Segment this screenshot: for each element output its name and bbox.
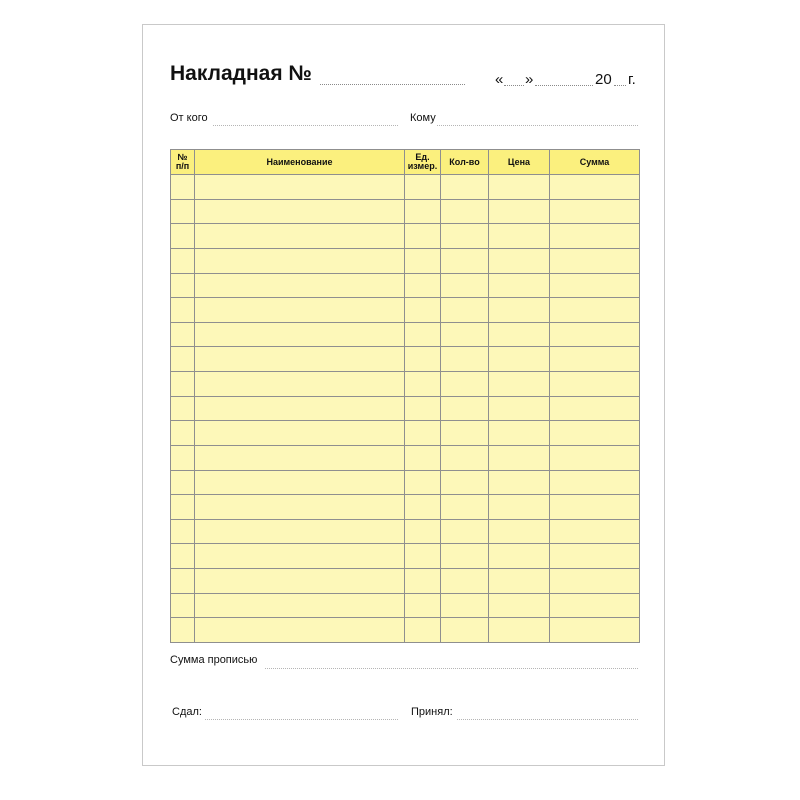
table-row <box>171 544 640 569</box>
table-cell[interactable] <box>441 618 489 643</box>
table-row <box>171 593 640 618</box>
table-cell[interactable] <box>171 470 195 495</box>
table-cell[interactable] <box>550 593 640 618</box>
from-field[interactable] <box>213 125 398 126</box>
table-cell[interactable] <box>195 224 405 249</box>
table-cell[interactable] <box>550 495 640 520</box>
table-cell[interactable] <box>171 372 195 397</box>
table-cell[interactable] <box>489 322 550 347</box>
table-cell[interactable] <box>489 199 550 224</box>
table-cell[interactable] <box>441 273 489 298</box>
table-cell[interactable] <box>171 421 195 446</box>
table-cell[interactable] <box>195 421 405 446</box>
table-cell[interactable] <box>171 248 195 273</box>
date-open-quote: « <box>495 71 504 88</box>
table-cell[interactable] <box>405 544 441 569</box>
table-row <box>171 495 640 520</box>
table-cell[interactable] <box>489 470 550 495</box>
table-cell[interactable] <box>441 593 489 618</box>
table-cell[interactable] <box>405 593 441 618</box>
table-cell[interactable] <box>441 322 489 347</box>
table-cell[interactable] <box>171 569 195 594</box>
table-cell[interactable] <box>550 470 640 495</box>
table-cell[interactable] <box>489 421 550 446</box>
col-header-number: № п/п <box>171 150 195 175</box>
table-cell[interactable] <box>441 298 489 323</box>
table-cell[interactable] <box>195 298 405 323</box>
to-field[interactable] <box>437 125 638 126</box>
table-cell[interactable] <box>405 445 441 470</box>
table-cell[interactable] <box>489 569 550 594</box>
table-cell[interactable] <box>489 224 550 249</box>
table-cell[interactable] <box>195 544 405 569</box>
table-cell[interactable] <box>441 224 489 249</box>
table-row <box>171 445 640 470</box>
waybill-number-field[interactable] <box>320 84 465 85</box>
table-cell[interactable] <box>405 495 441 520</box>
table-cell[interactable] <box>195 593 405 618</box>
table-cell[interactable] <box>441 445 489 470</box>
table-cell[interactable] <box>405 273 441 298</box>
amount-in-words-field[interactable] <box>265 668 638 669</box>
table-cell[interactable] <box>550 175 640 200</box>
table-cell[interactable] <box>550 544 640 569</box>
col-header-price: Цена <box>489 150 550 175</box>
handed-over-signature-field[interactable] <box>205 719 398 720</box>
date-close-quote: » <box>525 71 534 88</box>
table-cell[interactable] <box>405 298 441 323</box>
table-cell[interactable] <box>405 396 441 421</box>
table-cell[interactable] <box>195 470 405 495</box>
table-cell[interactable] <box>195 569 405 594</box>
goods-table <box>170 149 640 643</box>
table-cell[interactable] <box>489 618 550 643</box>
table-row <box>171 470 640 495</box>
table-cell[interactable] <box>195 322 405 347</box>
table-row <box>171 298 640 323</box>
table-cell[interactable] <box>405 372 441 397</box>
table-cell[interactable] <box>441 199 489 224</box>
waybill-form-sheet <box>142 24 665 766</box>
table-cell[interactable] <box>405 569 441 594</box>
table-cell[interactable] <box>550 322 640 347</box>
table-cell[interactable] <box>550 199 640 224</box>
table-cell[interactable] <box>441 519 489 544</box>
table-cell[interactable] <box>489 396 550 421</box>
table-cell[interactable] <box>550 519 640 544</box>
table-row <box>171 248 640 273</box>
table-cell[interactable] <box>489 519 550 544</box>
table-cell[interactable] <box>405 248 441 273</box>
date-year-field[interactable] <box>614 85 626 86</box>
table-cell[interactable] <box>405 470 441 495</box>
to-label: Кому <box>410 112 436 124</box>
table-cell[interactable] <box>441 470 489 495</box>
table-cell[interactable] <box>489 445 550 470</box>
table-cell[interactable] <box>441 175 489 200</box>
table-cell[interactable] <box>171 544 195 569</box>
table-cell[interactable] <box>441 421 489 446</box>
col-header-unit: Ед. измер. <box>405 150 441 175</box>
table-cell[interactable] <box>195 495 405 520</box>
table-cell[interactable] <box>171 495 195 520</box>
form-title: Накладная № <box>170 62 312 85</box>
col-header-quantity: Кол-во <box>441 150 489 175</box>
table-cell[interactable] <box>489 593 550 618</box>
table-row <box>171 273 640 298</box>
table-cell[interactable] <box>171 618 195 643</box>
table-cell[interactable] <box>441 495 489 520</box>
table-cell[interactable] <box>489 347 550 372</box>
table-cell[interactable] <box>550 421 640 446</box>
table-cell[interactable] <box>441 544 489 569</box>
amount-in-words-label: Сумма прописью <box>170 654 258 666</box>
table-cell[interactable] <box>550 224 640 249</box>
table-cell[interactable] <box>405 224 441 249</box>
table-cell[interactable] <box>441 372 489 397</box>
table-cell[interactable] <box>405 618 441 643</box>
table-cell[interactable] <box>195 372 405 397</box>
table-cell[interactable] <box>195 347 405 372</box>
table-cell[interactable] <box>550 347 640 372</box>
table-cell[interactable] <box>489 175 550 200</box>
table-cell[interactable] <box>405 421 441 446</box>
table-cell[interactable] <box>550 618 640 643</box>
table-cell[interactable] <box>171 199 195 224</box>
table-cell[interactable] <box>441 248 489 273</box>
table-cell[interactable] <box>550 372 640 397</box>
table-cell[interactable] <box>195 618 405 643</box>
table-cell[interactable] <box>171 593 195 618</box>
table-row <box>171 396 640 421</box>
table-cell[interactable] <box>195 248 405 273</box>
received-signature-field[interactable] <box>457 719 638 720</box>
table-cell[interactable] <box>405 519 441 544</box>
table-cell[interactable] <box>195 445 405 470</box>
table-cell[interactable] <box>489 372 550 397</box>
table-cell[interactable] <box>550 445 640 470</box>
table-row <box>171 224 640 249</box>
table-cell[interactable] <box>195 396 405 421</box>
table-cell[interactable] <box>405 322 441 347</box>
date-year-prefix: 20 <box>595 71 612 88</box>
table-body <box>171 175 640 643</box>
table-cell[interactable] <box>171 445 195 470</box>
table-cell[interactable] <box>441 569 489 594</box>
handed-over-label: Сдал: <box>172 706 202 718</box>
table-cell[interactable] <box>171 519 195 544</box>
table-row <box>171 322 640 347</box>
table-cell[interactable] <box>195 175 405 200</box>
table-cell[interactable] <box>171 273 195 298</box>
table-cell[interactable] <box>405 347 441 372</box>
col-header-name: Наименование <box>195 150 405 175</box>
table-cell[interactable] <box>171 396 195 421</box>
from-label: От кого <box>170 112 208 124</box>
table-cell[interactable] <box>489 495 550 520</box>
table-cell[interactable] <box>405 175 441 200</box>
table-cell[interactable] <box>195 273 405 298</box>
table-cell[interactable] <box>441 347 489 372</box>
table-cell[interactable] <box>171 347 195 372</box>
date-day-field[interactable] <box>504 85 524 86</box>
table-cell[interactable] <box>489 248 550 273</box>
table-cell[interactable] <box>441 396 489 421</box>
table-cell[interactable] <box>550 298 640 323</box>
table-cell[interactable] <box>550 569 640 594</box>
table-row <box>171 175 640 200</box>
table-row <box>171 199 640 224</box>
table-cell[interactable] <box>171 175 195 200</box>
table-row <box>171 372 640 397</box>
date-month-field[interactable] <box>535 85 593 86</box>
table-cell[interactable] <box>489 273 550 298</box>
table-cell[interactable] <box>489 298 550 323</box>
table-cell[interactable] <box>171 322 195 347</box>
table-row <box>171 569 640 594</box>
table-cell[interactable] <box>550 396 640 421</box>
table-cell[interactable] <box>489 544 550 569</box>
table-cell[interactable] <box>195 199 405 224</box>
table-cell[interactable] <box>195 519 405 544</box>
table-row <box>171 421 640 446</box>
table-cell[interactable] <box>405 199 441 224</box>
table-cell[interactable] <box>171 224 195 249</box>
table-row <box>171 519 640 544</box>
table-cell[interactable] <box>550 273 640 298</box>
table-row <box>171 618 640 643</box>
table-cell[interactable] <box>171 298 195 323</box>
col-header-sum: Сумма <box>550 150 640 175</box>
date-year-suffix: г. <box>628 71 636 88</box>
received-label: Принял: <box>411 706 453 718</box>
table-cell[interactable] <box>550 248 640 273</box>
table-header-row <box>171 150 640 175</box>
table-row <box>171 347 640 372</box>
